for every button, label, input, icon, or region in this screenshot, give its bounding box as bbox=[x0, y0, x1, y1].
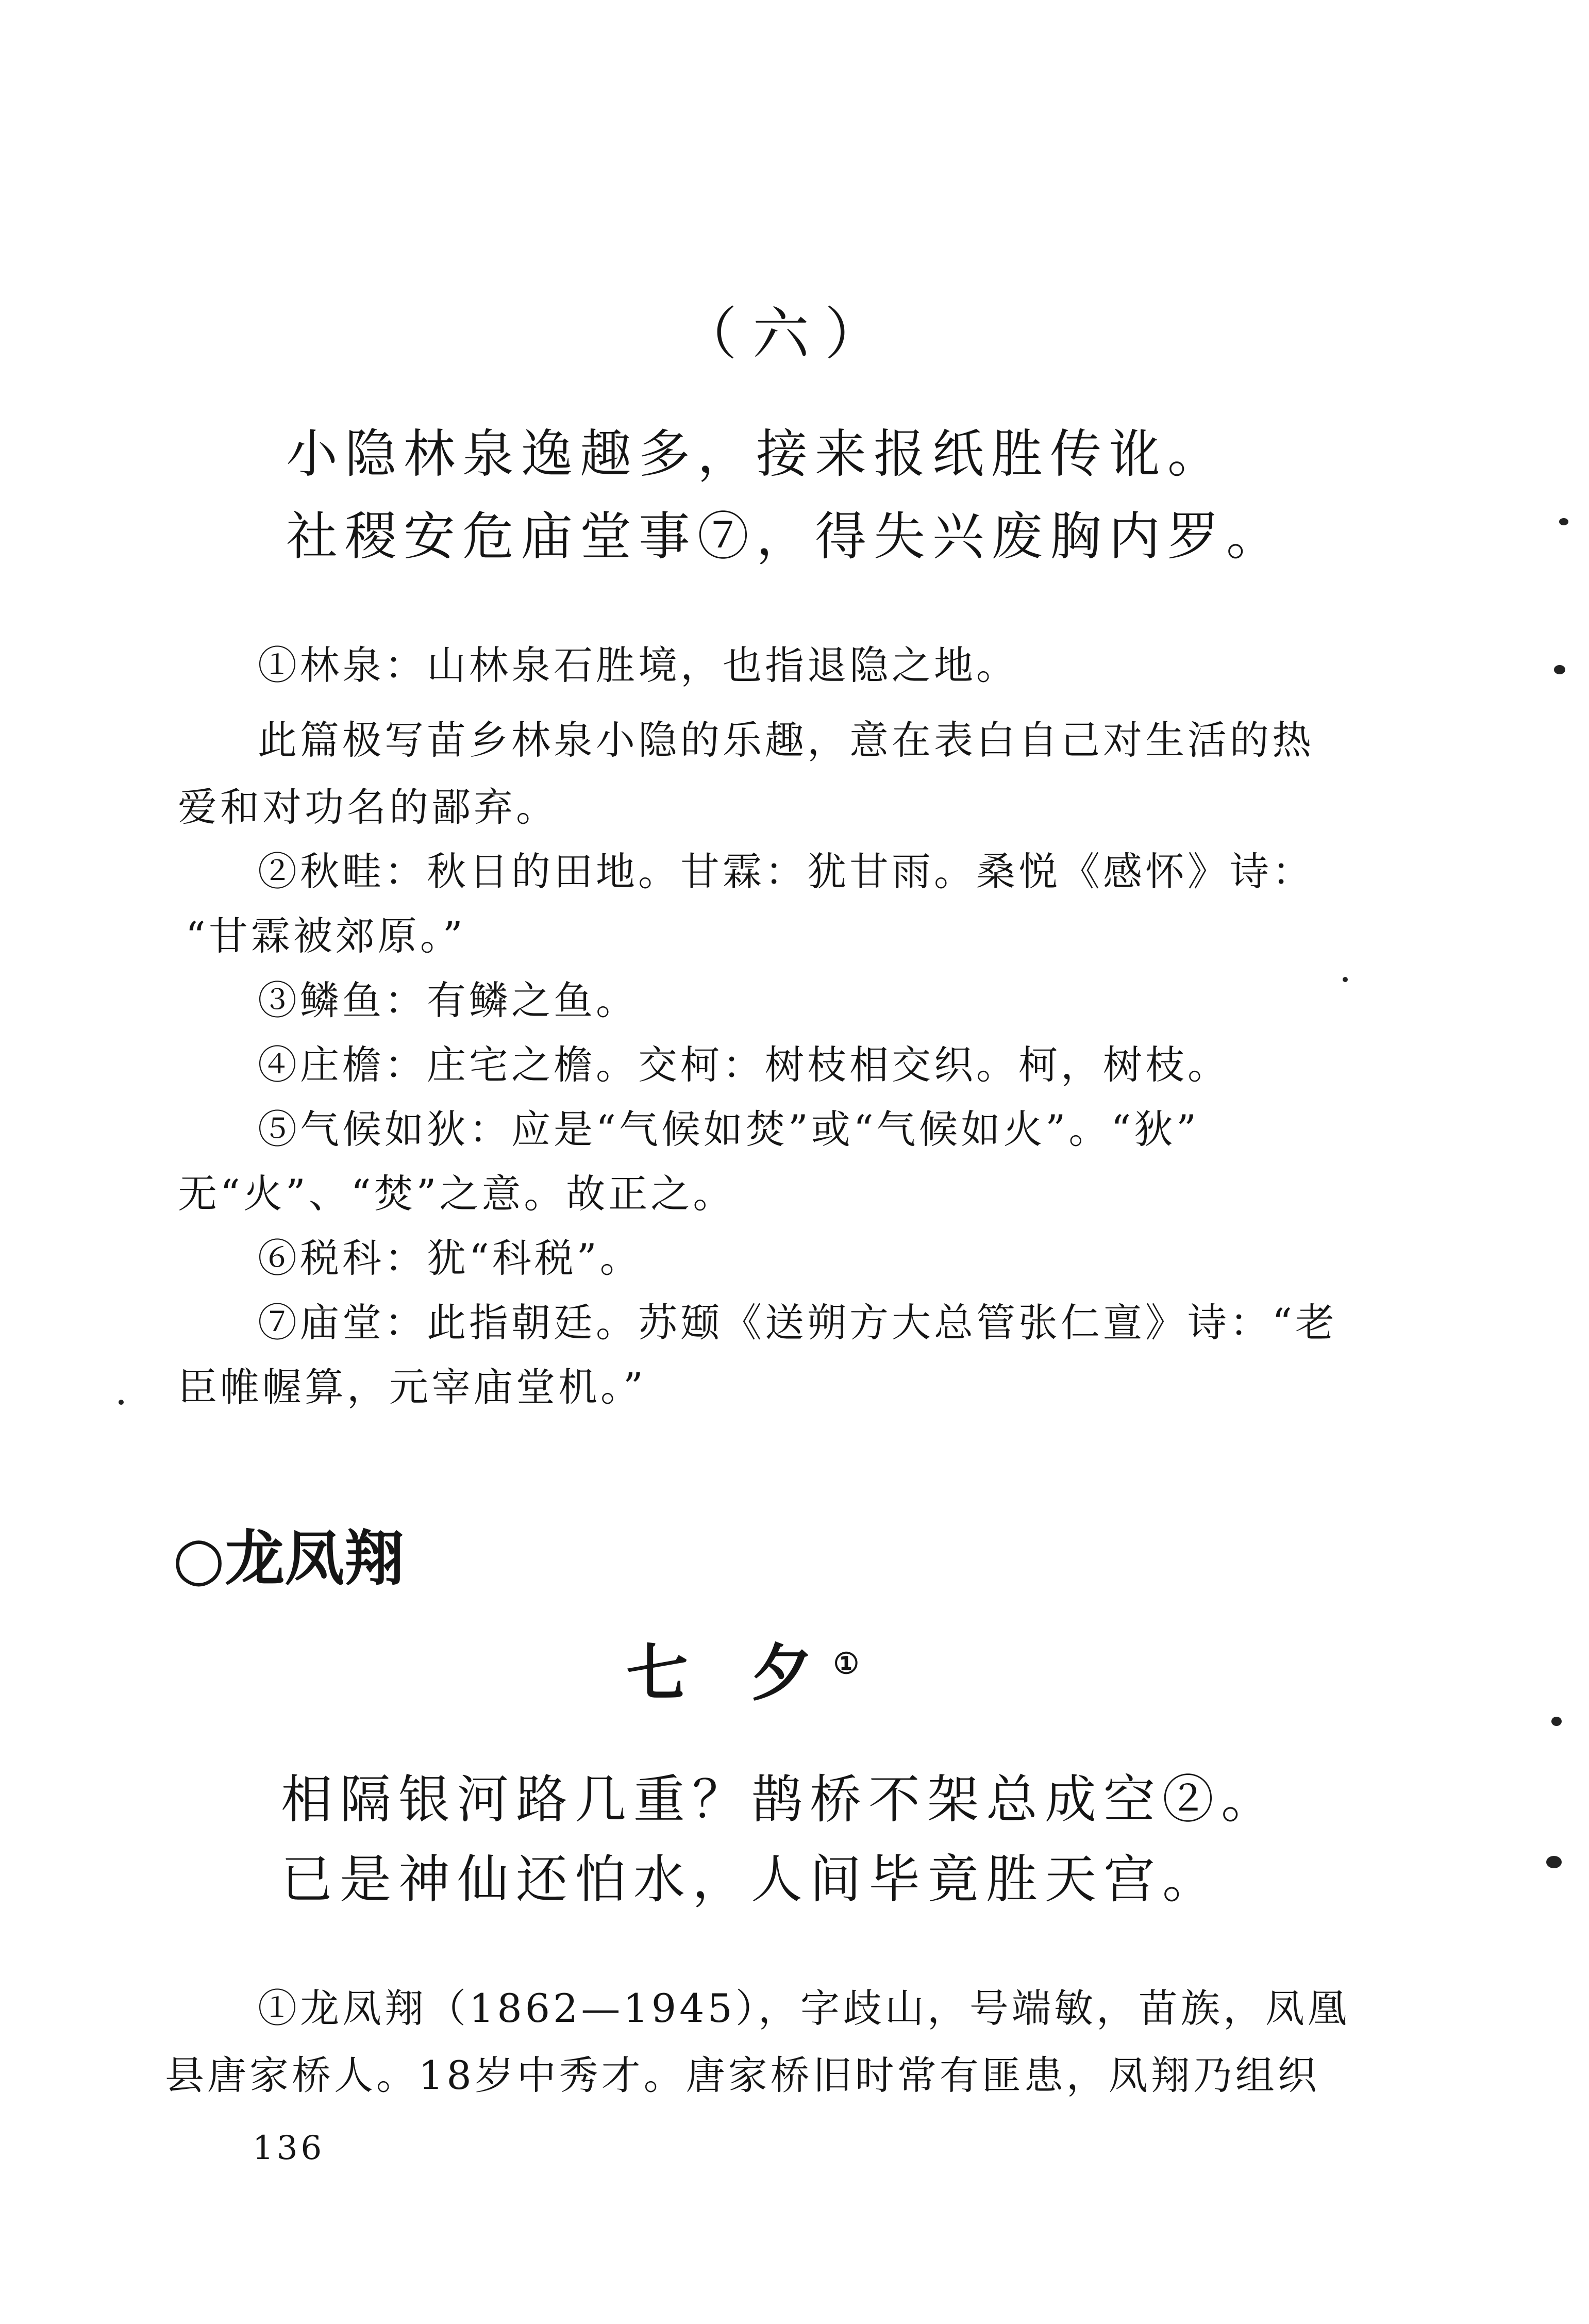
note-line: ⑤气候如狄：应是“气候如焚”或“气候如火”。“狄” bbox=[258, 1106, 1200, 1152]
footnote-marker: ① bbox=[833, 1647, 880, 1681]
note-line: 臣帷幄算，元宰庙堂机。” bbox=[178, 1364, 646, 1410]
note-line: ④庄檐：庄宅之檐。交柯：树枝相交织。柯，树枝。 bbox=[258, 1042, 1230, 1088]
note-line: ②秋畦：秋日的田地。甘霖：犹甘雨。桑悦《感怀》诗： bbox=[258, 849, 1314, 894]
poem-line: 相隔银河路几重？鹊桥不架总成空②。 bbox=[281, 1769, 1280, 1830]
poem-line: 已是神仙还怕水，人间毕竟胜天宫。 bbox=[281, 1849, 1221, 1910]
poem-line: 小隐林泉逸趣多，接来报纸胜传讹。 bbox=[286, 424, 1226, 484]
note-line: ①林泉：山林泉石胜境，也指退隐之地。 bbox=[258, 642, 1018, 688]
note-line: 无“火”、“焚”之意。故正之。 bbox=[178, 1171, 735, 1217]
section-heading: （六） bbox=[680, 301, 897, 367]
scan-speck bbox=[1554, 665, 1565, 674]
scan-speck bbox=[1546, 1856, 1562, 1868]
poem-title bbox=[626, 1624, 880, 1713]
poem-title-text: 七 夕 bbox=[626, 1637, 833, 1709]
note-line: ⑦庙堂：此指朝廷。苏颋《送朔方大总管张仁亶》诗：“老 bbox=[258, 1300, 1337, 1346]
note-line: ③鳞鱼：有鳞之鱼。 bbox=[258, 977, 638, 1023]
scan-speck bbox=[1559, 518, 1568, 525]
note-line: “甘霖被郊原。” bbox=[186, 913, 466, 959]
note-line: 爱和对功名的鄙弃。 bbox=[178, 784, 558, 830]
author-heading: ○龙凤翔 bbox=[173, 1523, 405, 1593]
note-line: ①龙凤翔（1862—1945），字歧山，号端敏，苗族，凤凰 bbox=[258, 1985, 1350, 2031]
scan-speck bbox=[1551, 1717, 1562, 1726]
poem-line: 社稷安危庙堂事⑦，得失兴废胸内罗。 bbox=[286, 506, 1285, 567]
scan-speck bbox=[119, 1400, 124, 1405]
scan-speck bbox=[1343, 977, 1348, 982]
note-line: 此篇极写苗乡林泉小隐的乐趣，意在表白自己对生活的热 bbox=[258, 717, 1314, 763]
note-line: 县唐家桥人。18岁中秀才。唐家桥旧时常有匪患，凤翔乃组织 bbox=[165, 2052, 1320, 2098]
page-number: 136 bbox=[253, 2129, 325, 2167]
note-line: ⑥税科：犹“科税”。 bbox=[258, 1235, 642, 1281]
